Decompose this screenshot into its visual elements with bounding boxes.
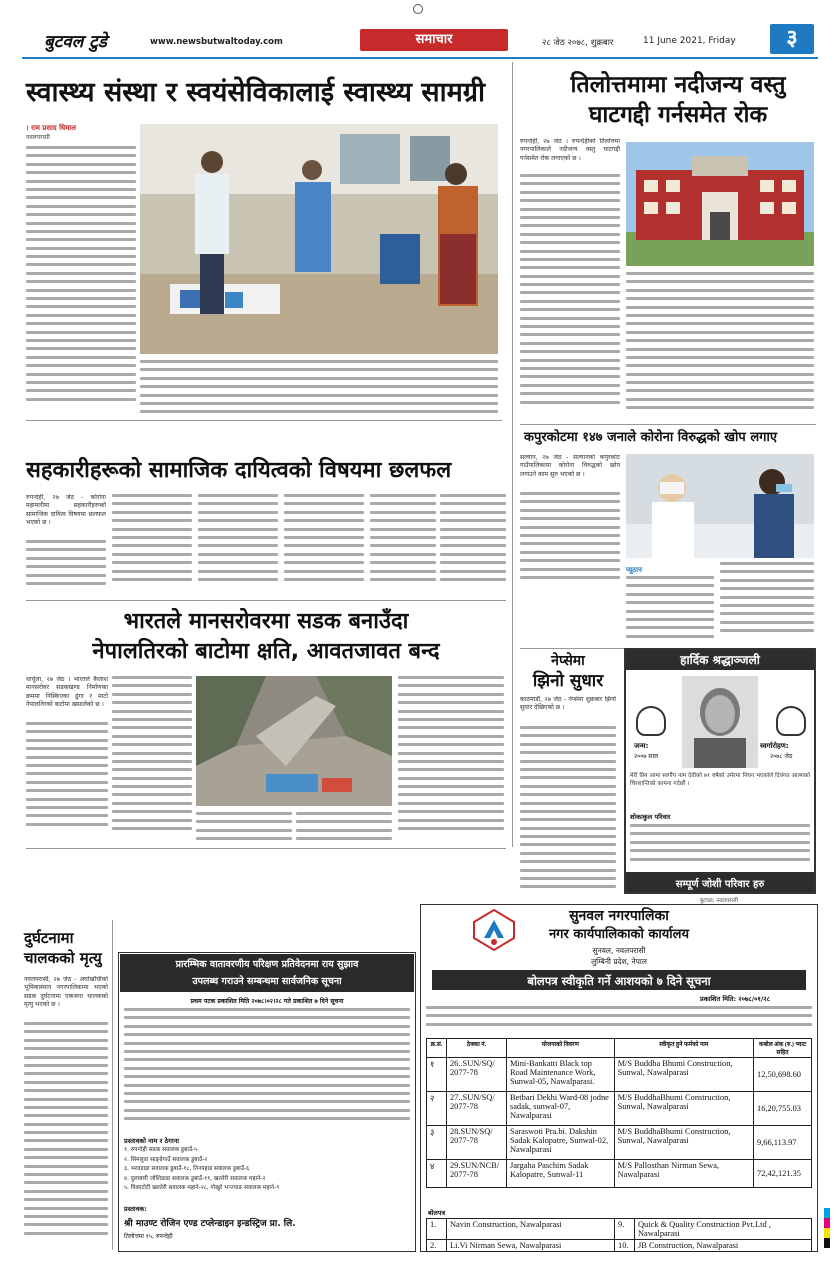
story5-body-col1 bbox=[26, 722, 108, 842]
story5-body-col5 bbox=[398, 676, 504, 842]
story2-body-col1 bbox=[520, 174, 620, 420]
story5-photo bbox=[196, 676, 392, 806]
table-row bbox=[427, 1058, 812, 1092]
table-row bbox=[427, 1219, 812, 1240]
eia-sign-label: प्रस्तावक: bbox=[124, 1205, 147, 1213]
bidders-table bbox=[426, 1218, 812, 1252]
eia-title-2: उपलब्ध गराउने सम्बन्धमा सार्वजनिक सूचना bbox=[192, 976, 342, 987]
eia-list-item: १. रुपन्देही सडक सवालक डुबाउँ-५ bbox=[124, 1147, 198, 1153]
story4-lead: सल्यान, २७ जेठ - सल्यानको कपुरकोट गाउँपालिकामा कोरोना विरुद्धको खोप लगाउने काम सुरु भएको छ । bbox=[520, 454, 620, 478]
eia-list-item: ५. पिकाटोटी खल्तेरी सवालक महाने-२८, गोखुरे भन्ज्याङ सवालक महाने-९ bbox=[124, 1185, 280, 1191]
story1-bottom-rule bbox=[26, 420, 502, 421]
row-firm: M/S Pallosthan Nirman Sewa, Nawalparasi bbox=[614, 1160, 753, 1188]
row-firm: M/S BuddhaBhumi Construction, Sunwal, Nawalparasi bbox=[614, 1126, 753, 1160]
section-label: समाचार bbox=[415, 32, 453, 47]
bidder-name: Li.Vi Nirman Sewa, Nawalparasi bbox=[447, 1240, 615, 1252]
eia-title-bar bbox=[120, 954, 414, 992]
obituary-footer-bar bbox=[626, 872, 814, 892]
story2-headline-1: तिलोत्तमामा नदीजन्य वस्तु bbox=[570, 72, 786, 98]
col-sn: क्र.सं. bbox=[427, 1039, 447, 1058]
table-row bbox=[427, 1160, 812, 1188]
eia-list-item: ३. भरवडाडा सवालक डुबाउँ-१८, तिनपहाड सवालक डुबाउँ-६ bbox=[124, 1166, 250, 1172]
obituary-title: हार्दिक श्रद्धाञ्जली bbox=[680, 653, 760, 667]
row-amount: 12,50,698.60 bbox=[754, 1058, 812, 1092]
story5-bottom-rule bbox=[26, 848, 506, 849]
row-sn: ३ bbox=[427, 1126, 447, 1160]
bidders-label: बोलपत्र bbox=[428, 1209, 446, 1217]
story6-body bbox=[520, 726, 616, 902]
story5-headline-1: भारतले मानसरोवरमा सडक बनाउँदा bbox=[123, 609, 409, 634]
eia-list bbox=[124, 1146, 410, 1194]
story3-body-col1 bbox=[26, 540, 106, 596]
row-sn: १ bbox=[427, 1058, 447, 1092]
obituary-footer: सम्पूर्ण जोशी परिवार हरु bbox=[675, 879, 765, 890]
eia-list-item: ४. दुलाबारी जोशिडाडा सवालक डुबाउँ-११, खल्तेरी सवालक महाने-२ bbox=[124, 1175, 266, 1182]
obituary-birth-label: जन्म: bbox=[634, 742, 649, 750]
story3-body-col3 bbox=[198, 494, 278, 594]
notice-org: सुनवल नगरपालिका bbox=[569, 908, 669, 924]
story3-headline: सहकारीहरूको सामाजिक दायित्वको विषयमा छलफल bbox=[26, 458, 452, 483]
obituary-place: बुटवल, नवलपरासी bbox=[700, 898, 738, 904]
story5-lead: धार्चुला, २७ जेठ । भारतले कैलाश मानसरोवर सडकखण्ड निर्माणका क्रममा निस्किएका ढुंगा र माटो नेपालतिरको बाटोमा खसालेको छ । bbox=[26, 676, 108, 709]
eia-address: तिलोत्तमा १५, रुपन्देही bbox=[124, 1233, 173, 1240]
story1-body-cols bbox=[140, 360, 498, 416]
story5-headline-2: नेपालतिरको बाटोमा क्षति, आवतजावत बन्द bbox=[92, 639, 440, 664]
story7-headline-1: दुर्घटनामा bbox=[24, 929, 74, 947]
col-amount: कबोल अंक (रु.) भ्याट सहित bbox=[754, 1039, 812, 1058]
story3-body-col2 bbox=[112, 494, 192, 594]
eia-title-1: प्रारम्भिक वातावरणीय परिक्षण प्रतिवेदनमा राय सुझाव bbox=[175, 959, 359, 970]
obituary-title-bar bbox=[626, 650, 814, 670]
story7-headline-2: चालकको मृत्यु bbox=[24, 949, 102, 967]
story5-body-col4 bbox=[296, 812, 392, 844]
notice-pub-date: प्रकाशित मिति: २०७८/०१/२८ bbox=[700, 995, 771, 1003]
col-contract: ठेक्का नं. bbox=[446, 1039, 506, 1058]
story1-headline: स्वास्थ्य संस्था र स्वयंसेविकालाई स्वास्थ्य सामग्री bbox=[26, 77, 485, 108]
masthead-logo: बुटवल टुडे bbox=[44, 32, 107, 52]
bid-table-header bbox=[427, 1039, 812, 1058]
story6-headline-2: झिनो सुधार bbox=[532, 671, 604, 691]
col-divider-left bbox=[112, 920, 113, 1250]
row-amount: 72,42,121.35 bbox=[754, 1160, 812, 1188]
story2-photo bbox=[626, 142, 814, 266]
story4-body-col2 bbox=[626, 576, 714, 644]
obituary-lamp-right-icon bbox=[776, 706, 806, 736]
obituary-family-label: शोकाकुल परिवार bbox=[630, 813, 671, 821]
section-banner bbox=[360, 29, 508, 51]
eia-subtitle: प्रथम पटक प्रकाशित मिति २०७८।०२।२८ गते प्रकाशित ७ दिने सूचना bbox=[190, 998, 344, 1005]
row-sn: २ bbox=[427, 1092, 447, 1126]
header-rule bbox=[22, 57, 818, 59]
row-amount: 9,66,113.97 bbox=[754, 1126, 812, 1160]
row-firm: M/S Buddha Bhumi Construction, Sunwal, Nawalparasi bbox=[614, 1058, 753, 1092]
row-contract: 29.SUN/NCB/ 2077-78 bbox=[446, 1160, 506, 1188]
bid-table bbox=[426, 1038, 812, 1188]
row-amount: 16,20,755.03 bbox=[754, 1092, 812, 1126]
notice-headline-bar bbox=[432, 970, 806, 990]
story3-lead: रुपन्देही, २७ जेठ - कोरोना महामारीमा सहकारीहरूको सामाजिक दायित्व विषयमा छलफल भएको छ । bbox=[26, 494, 106, 527]
story4-headline: कपुरकोटमा १४७ जनाले कोरोना विरुद्धको खोप लगाए bbox=[524, 430, 778, 445]
obituary-family-list bbox=[630, 824, 810, 870]
story3-bottom-rule bbox=[26, 600, 506, 601]
notice-office: नगर कार्यपालिकाको कार्यालय bbox=[548, 927, 690, 942]
story1-byline: । राम प्रसाद धिमाल bbox=[26, 124, 76, 132]
row-project: Mini-Bankatti Black top Road Maintenance Work, Sunwal-05, Nawalparasi. bbox=[506, 1058, 614, 1092]
obituary-death-date: २०७८ जेठ bbox=[770, 753, 793, 760]
eia-list-item: २. सिमलुवा साङ्ग्रेगाउँ सवालक डुबाउँ-२ bbox=[124, 1156, 208, 1163]
obituary-birth-date: २००७ साल bbox=[634, 753, 659, 760]
row-contract: 27..SUN/SQ/ 2077-78 bbox=[446, 1092, 506, 1126]
story2-bottom-rule bbox=[520, 424, 816, 425]
row-firm: M/S BuddhaBhumi Construction, Sunwal, Nawalparasi bbox=[614, 1092, 753, 1126]
row-project: Jargaha Paschim Sadak Kalopatre, Sunwal-11 bbox=[506, 1160, 614, 1188]
story2-body-cols bbox=[626, 272, 814, 420]
row-contract: 26..SUN/SQ/ 2077-78 bbox=[446, 1058, 506, 1092]
notice-province: लुम्बिनी प्रदेश, नेपाल bbox=[591, 957, 647, 966]
bidder-name: JB Construction, Nawalparasi bbox=[635, 1240, 812, 1252]
page-number: ३ bbox=[770, 24, 814, 54]
bidder-no: 9. bbox=[615, 1219, 635, 1240]
col-project: योजनाको विवरण bbox=[506, 1039, 614, 1058]
col-firm: स्वीकृत हुने फर्मको नाम bbox=[614, 1039, 753, 1058]
registration-mark bbox=[413, 4, 423, 14]
table-row bbox=[427, 1092, 812, 1126]
story5-body-col3 bbox=[196, 812, 292, 844]
obituary-death-label: स्वर्गारोहण: bbox=[760, 742, 789, 750]
row-project: Saraswoti Pra.bi. Dakshin Sadak Kalopatre, Sunwal-02, Nawalparasi bbox=[506, 1126, 614, 1160]
eia-list-title: प्रस्तावको नाम र ठेगाना bbox=[124, 1137, 179, 1145]
story3-body-col6 bbox=[440, 494, 506, 594]
story4-subhead: प्यूठान bbox=[626, 566, 642, 574]
obituary-text: मेरी प्रिय आमा स्वर्गीय नाम देवीको ७१ वर्षको उमेरमा निधन भएकोले दिवंगत आत्माको चिरशान्तिको कामना गर्दछौं । bbox=[630, 773, 810, 787]
eia-company: श्री माउण्ट रोजिन एण्ड टप्लेन्डाइन इन्डस्ट्रिज प्रा. लि. bbox=[124, 1219, 296, 1229]
story1-place: नवलपरासी bbox=[26, 134, 50, 141]
website-url: www.newsbutwaltoday.com bbox=[150, 37, 283, 47]
story6-lead: काठमाडौं, २७ जेठ - नेप्सेमा शुक्रबार झिनो सुधार देखिएको छ । bbox=[520, 696, 616, 712]
eia-body bbox=[124, 1008, 410, 1132]
date-nepali: २८ जेठ २०७८, शुक्रबार bbox=[542, 38, 614, 48]
table-row bbox=[427, 1126, 812, 1160]
story4-body-col3 bbox=[720, 562, 814, 644]
bidder-name: Quick & Quality Construction Pvt.Ltd , Nawalparasi bbox=[635, 1219, 812, 1240]
bidder-no: 10. bbox=[615, 1240, 635, 1252]
story2-lead: रुपन्देही, २७ जेठ । रुपन्देहीको तिलोत्तमा नगरपालिकाले नदीजन्य वस्तु घाटगद्दी गर्नसमेत रोक लगाएको छ । bbox=[520, 138, 620, 162]
bidder-no: 2. bbox=[427, 1240, 447, 1252]
row-project: Betbari Dekhi Ward-08 jodne sadak, sunwal-07, Nawalparasi bbox=[506, 1092, 614, 1126]
table-row bbox=[427, 1240, 812, 1252]
story2-headline-2: घाटगद्दी गर्नसमेत रोक bbox=[588, 102, 768, 128]
story6-headline-1: नेप्सेमा bbox=[551, 653, 585, 669]
notice-address: सुनवल, नवलपरासी bbox=[592, 946, 646, 955]
story5-body-col2 bbox=[112, 676, 192, 842]
story1-body-col1 bbox=[26, 146, 136, 414]
date-english: 11 June 2021, Friday bbox=[643, 36, 736, 46]
bidder-name: Navin Construction, Nawalparasi bbox=[447, 1219, 615, 1240]
row-contract: 28.SUN/SQ/ 2077-78 bbox=[446, 1126, 506, 1160]
story3-body-col4 bbox=[284, 494, 364, 594]
notice-body bbox=[426, 1006, 812, 1034]
cmyk-registration-bar bbox=[824, 1208, 830, 1248]
story4-photo bbox=[626, 454, 814, 558]
story1-photo bbox=[140, 124, 498, 354]
obituary-portrait bbox=[682, 676, 758, 768]
story7-lead: नवलपरासी, २७ जेठ - अर्घाखाँचीको भूमिकास्थान नगरपालिकामा भएको सडक दुर्घटनामा एकजना चालकको मृत्यु भएको छ । bbox=[24, 976, 108, 1009]
notice-headline: बोलपत्र स्वीकृति गर्ने आशयको ७ दिने सूचना bbox=[527, 974, 711, 988]
story7-body bbox=[24, 1022, 108, 1248]
row-sn: ४ bbox=[427, 1160, 447, 1188]
col-divider-1 bbox=[512, 62, 513, 847]
bidder-no: 1. bbox=[427, 1219, 447, 1240]
obituary-lamp-left-icon bbox=[636, 706, 666, 736]
story4-body-col1 bbox=[520, 492, 620, 590]
story3-body-col5 bbox=[370, 494, 436, 594]
